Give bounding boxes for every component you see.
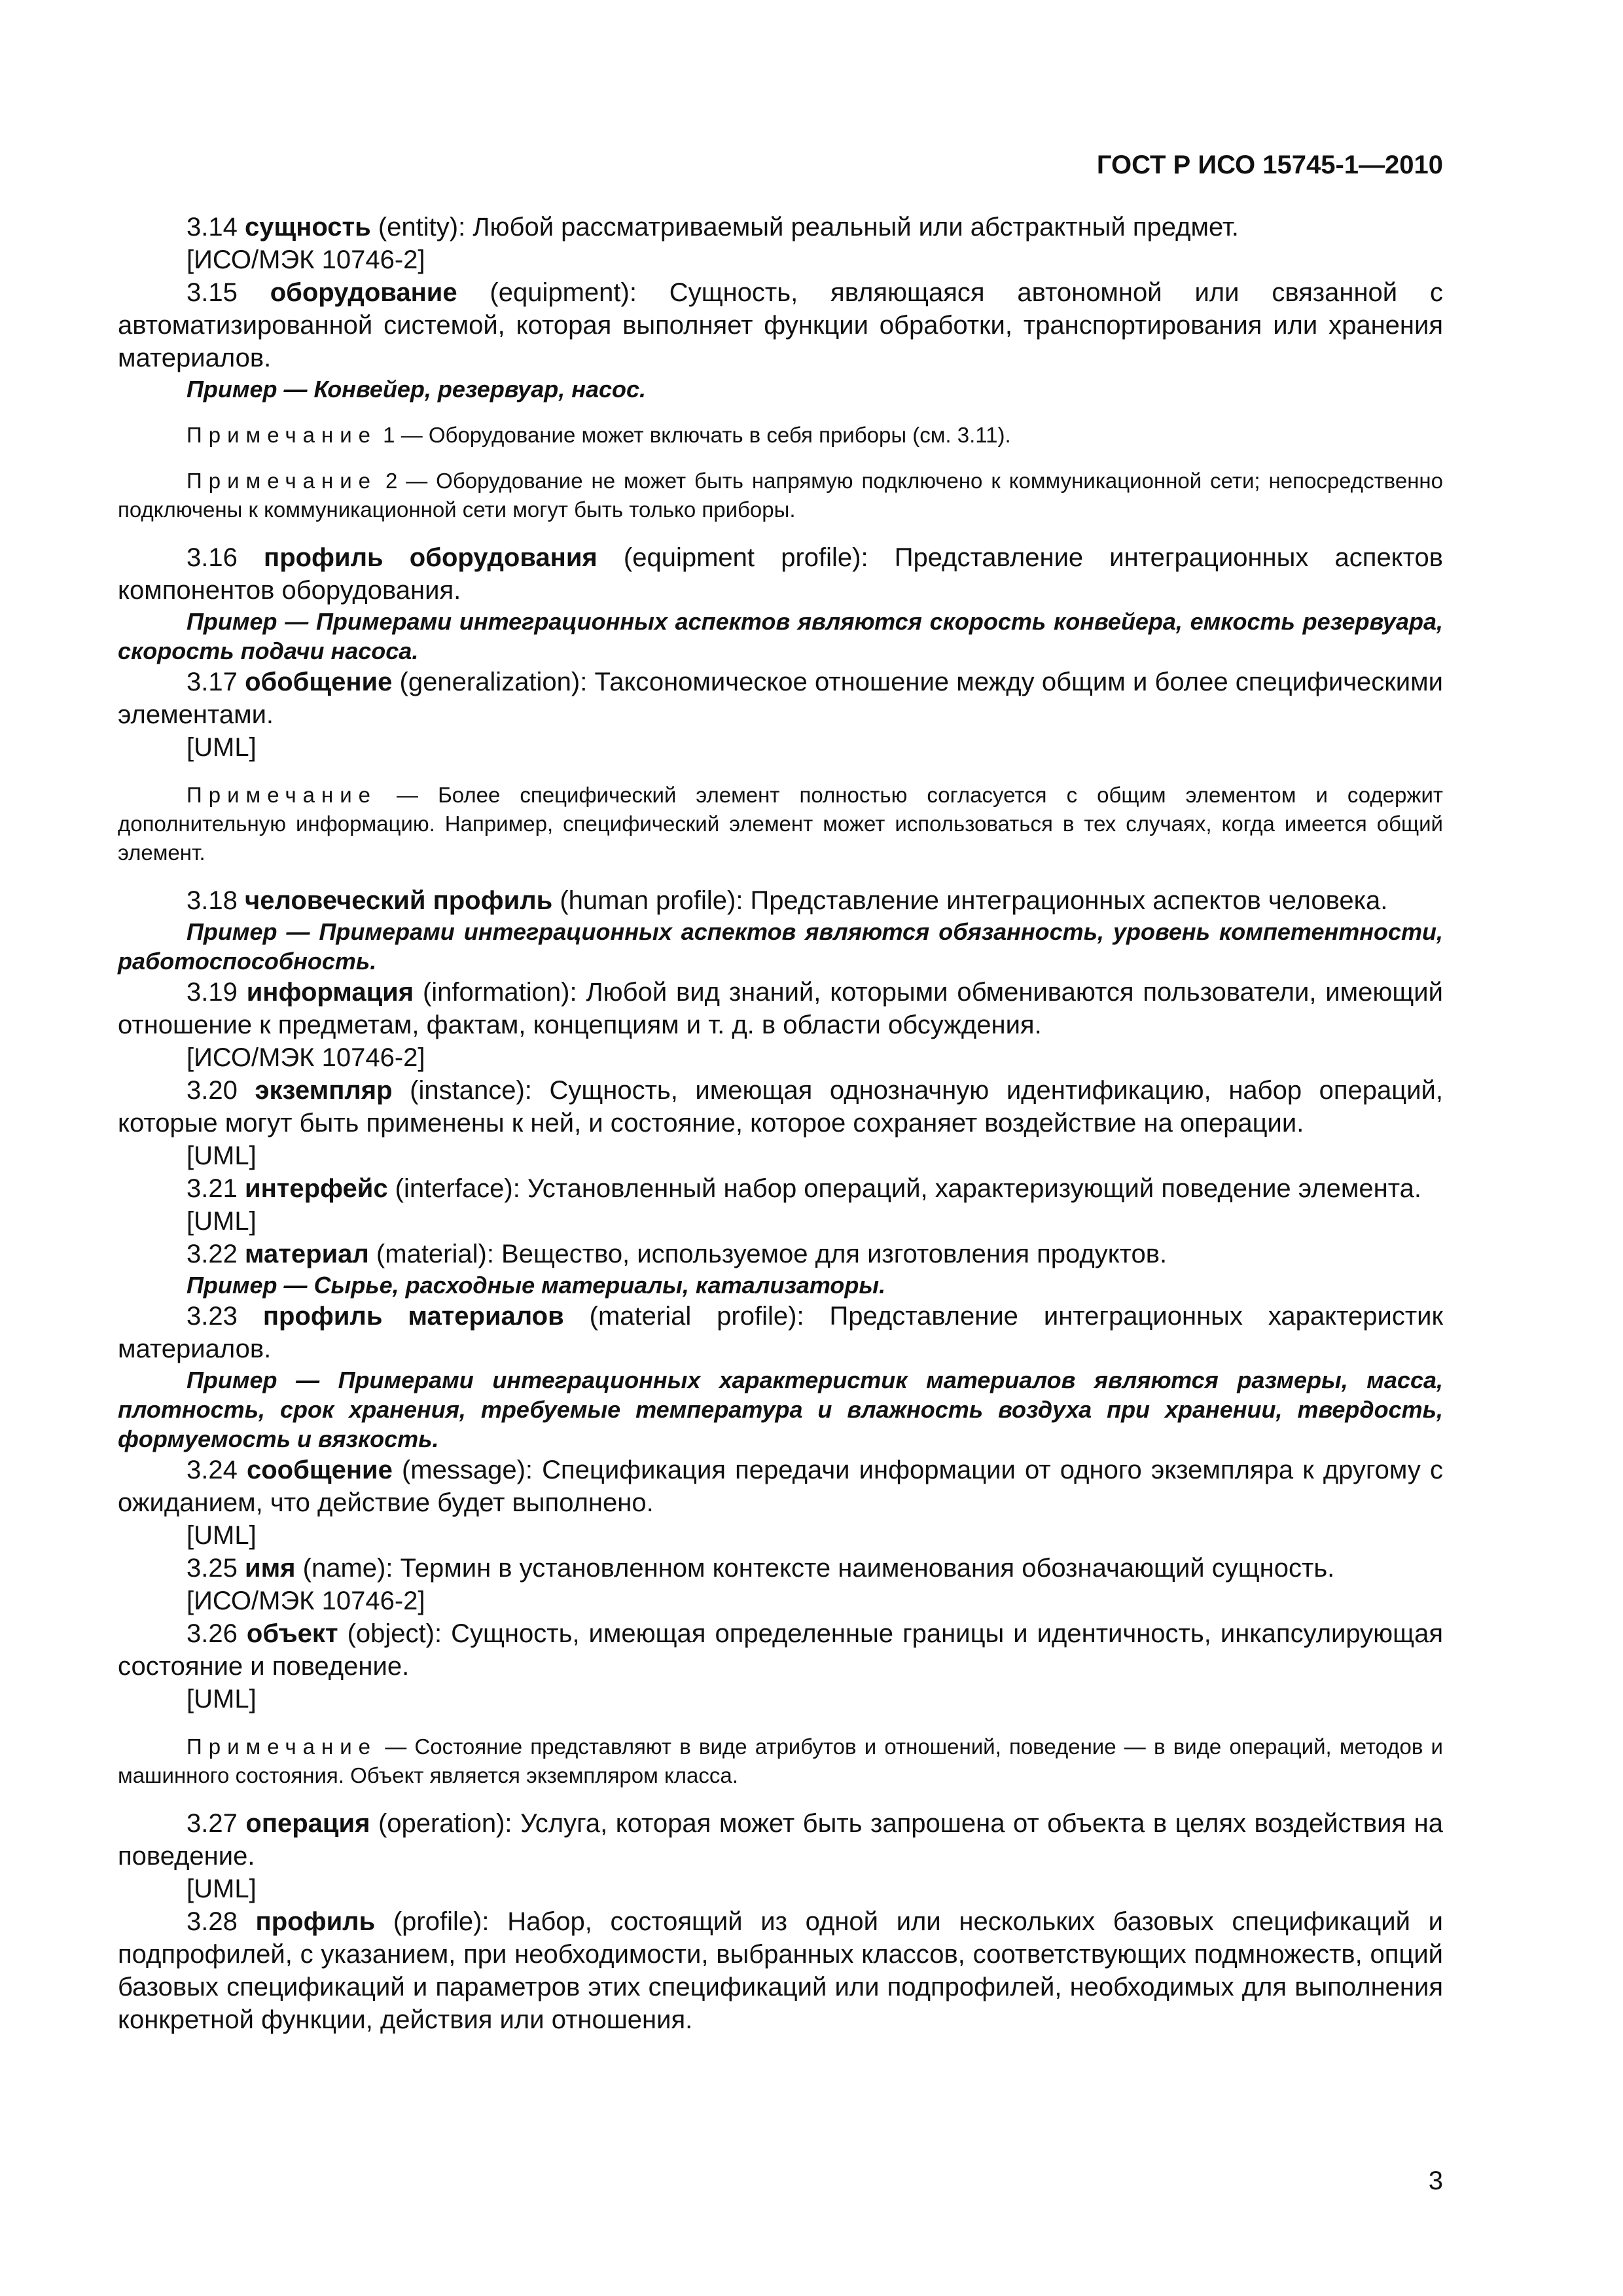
example-text: Пример — Примерами интеграционных аспектов являются обязанность, уровень компетентности, работоспособность.: [118, 918, 1443, 975]
term-source: [UML]: [187, 1521, 257, 1550]
term-source: [ИСО/МЭК 10746-2]: [187, 1043, 425, 1072]
term-name: сущность: [244, 213, 371, 242]
term-entry: 3.20 экземпляр (instance): Сущность, имеющая однозначную идентификацию, набор операций, которые могут быть применены к ней, и состояние, которое сохраняет воздействие на операции.: [118, 1076, 1443, 1138]
note-text: Примечание — Более специфический элемент полностью согласуется с общим элементом и содержит дополнительную информацию. Например, специфический элемент может использоваться в тех случаях, когда имеется общий элемент.: [118, 783, 1443, 865]
term-name: интерфейс: [244, 1174, 388, 1203]
term-name: профиль материалов: [262, 1302, 564, 1331]
term-entry: 3.26 объект (object): Сущность, имеющая определенные границы и идентичность, инкапсулирующая состояние и поведение.: [118, 1619, 1443, 1681]
example-text: Пример — Конвейер, резервуар, насос.: [187, 376, 647, 403]
term-entry: 3.17 обобщение (generalization): Таксономическое отношение между общим и более специфическими элементами.: [118, 668, 1443, 729]
term-entry: 3.24 сообщение (message): Спецификация передачи информации от одного экземпляра к другому с ожиданием, что действие будет выполнено.: [118, 1456, 1443, 1517]
note-label: Примечание: [187, 469, 378, 493]
term-name: экземпляр: [255, 1076, 393, 1105]
term-source: [UML]: [187, 1141, 257, 1170]
term-entry: 3.16 профиль оборудования (equipment profile): Представление интеграционных аспектов компонентов оборудования.: [118, 543, 1444, 605]
standard-header: ГОСТ Р ИСО 15745-1—2010: [1096, 151, 1443, 179]
term-entry: 3.28 профиль (profile): Набор, состоящий из одной или нескольких базовых спецификаций и подпрофилей, с указанием, при необходимости, выбранных классов, соответствующих подмножеств, опций базовых спецификаций и параметров этих спецификаций или подпрофилей, необходимых для выполнения конкретной функции, действия или отношения.: [118, 1907, 1443, 2034]
example-text: Пример — Примерами интеграционных характеристик материалов являются размеры, масса, плотность, срок хранения, требуемые температура и влажность воздуха при хранении, твердость, формуемость и вязкость.: [118, 1367, 1443, 1452]
term-name: имя: [244, 1554, 296, 1583]
note-label: Примечание: [187, 1734, 378, 1759]
term-name: профиль оборудования: [264, 543, 597, 572]
note-label: Примечание: [187, 423, 378, 447]
term-entry: 3.21 интерфейс (interface): Установленный набор операций, характеризующий поведение элемента.: [187, 1174, 1421, 1203]
term-source: [UML]: [187, 1874, 257, 1903]
term-name: материал: [244, 1240, 369, 1268]
term-source: [UML]: [187, 733, 257, 762]
note-label: Примечание: [187, 783, 378, 807]
term-entry: 3.18 человеческий профиль (human profile): Представление интеграционных аспектов человека.: [187, 886, 1388, 915]
term-name: оборудование: [270, 278, 457, 307]
page-number: 3: [1428, 2166, 1443, 2195]
note-text: Примечание 2 — Оборудование не может быть напрямую подключено к коммуникационной сети; непосредственно подключены к коммуникационной сети могут быть только приборы.: [118, 469, 1443, 522]
term-entry: 3.23 профиль материалов (material profile): Представление интеграционных характеристик материалов.: [118, 1302, 1443, 1363]
term-source: [ИСО/МЭК 10746-2]: [187, 1587, 425, 1615]
term-name: операция: [245, 1809, 370, 1838]
document-body: [118, 211, 1443, 2036]
term-source: [ИСО/МЭК 10746-2]: [187, 245, 425, 274]
term-entry: 3.27 операция (operation): Услуга, которая может быть запрошена от объекта в целях воздействия на поведение.: [118, 1809, 1443, 1871]
term-name: сообщение: [247, 1456, 393, 1484]
term-entry: 3.19 информация (information): Любой вид знаний, которыми обмениваются пользователи, имеющий отношение к предметам, фактам, концепциям и т. д. в области обсуждения.: [118, 978, 1443, 1039]
term-entry: 3.14 сущность (entity): Любой рассматриваемый реальный или абстрактный предмет.: [187, 213, 1239, 242]
term-entry: 3.25 имя (name): Термин в установленном контексте наименования обозначающий сущность.: [187, 1554, 1335, 1583]
term-source: [UML]: [187, 1207, 257, 1236]
note-text: Примечание 1 — Оборудование может включать в себя приборы (см. 3.11).: [187, 423, 1011, 447]
term-name: профиль: [255, 1907, 376, 1936]
term-name: объект: [246, 1619, 338, 1648]
term-name: человеческий профиль: [244, 886, 553, 915]
term-name: информация: [246, 978, 414, 1007]
term-entry: 3.15 оборудование (equipment): Сущность, являющаяся автономной или связанной с автоматизированной системой, которая выполняет функции обработки, транспортирования или хранения материалов.: [118, 278, 1443, 372]
term-name: обобщение: [245, 668, 393, 696]
example-text: Пример — Примерами интеграционных аспектов являются скорость конвейера, емкость резервуара, скорость подачи насоса.: [118, 608, 1443, 664]
term-entry: 3.22 материал (material): Вещество, используемое для изготовления продуктов.: [187, 1240, 1168, 1268]
note-text: Примечание — Состояние представляют в виде атрибутов и отношений, поведение — в виде операций, методов и машинного состояния. Объект является экземпляром класса.: [118, 1734, 1443, 1787]
term-source: [UML]: [187, 1685, 257, 1713]
example-text: Пример — Сырье, расходные материалы, катализаторы.: [187, 1272, 886, 1299]
